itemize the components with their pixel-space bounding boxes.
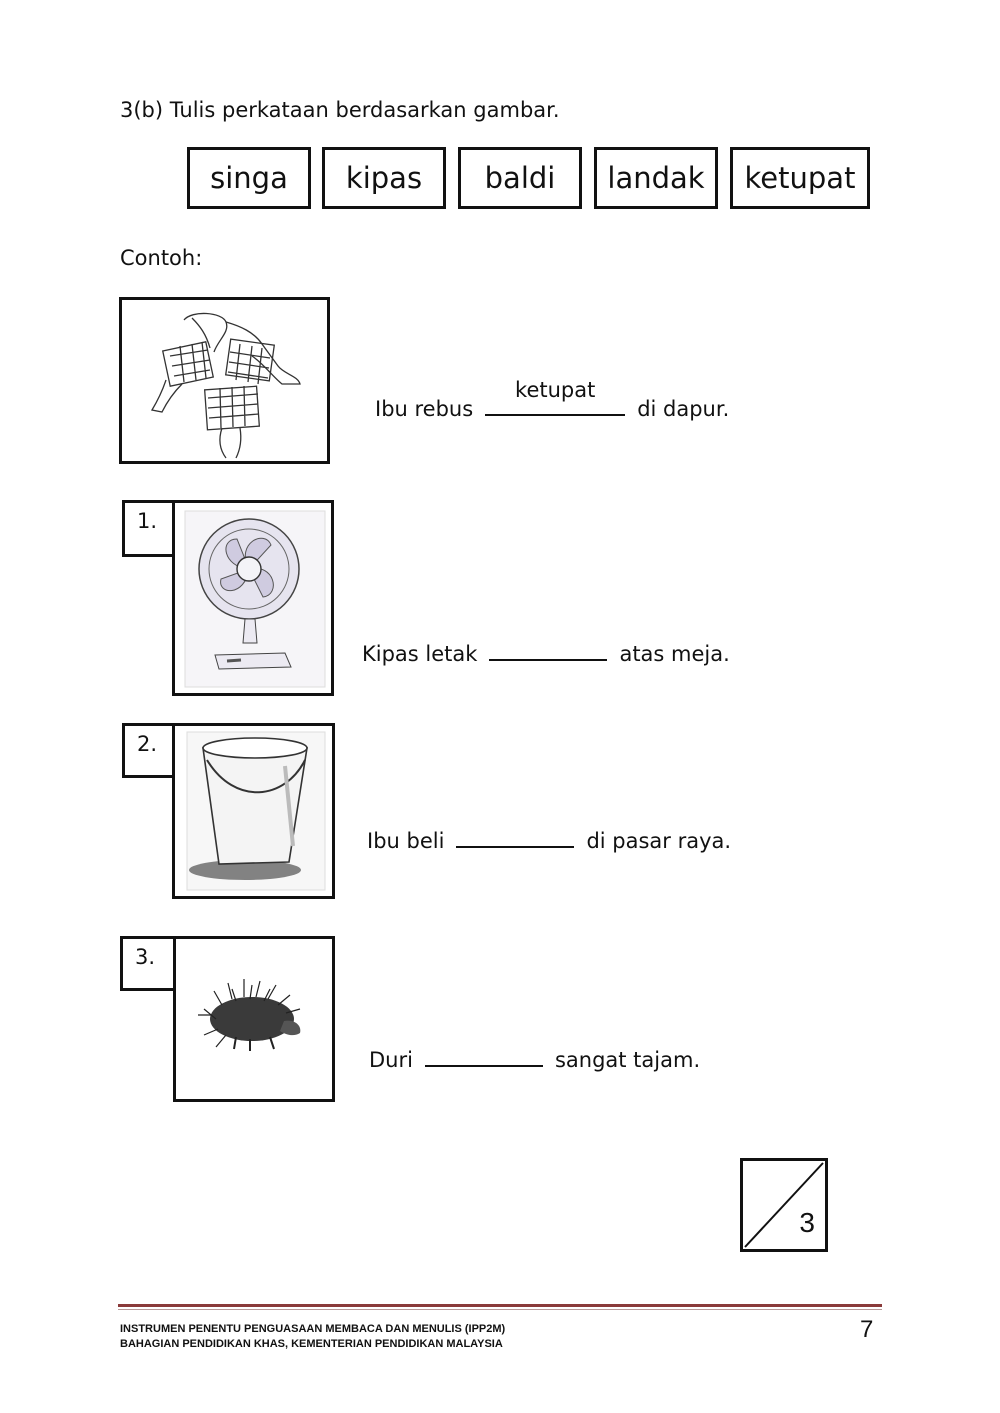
question-text-after: sangat tajam.: [554, 1048, 701, 1072]
footer-line-1: INSTRUMEN PENENTU PENGUASAAN MEMBACA DAN MENULIS (IPP2M): [120, 1323, 506, 1335]
word-bank-item: kipas: [322, 147, 446, 209]
example-answer-blank: [485, 378, 625, 416]
footer-rule-thin: [118, 1309, 882, 1310]
question-text-before: Ibu beli: [367, 829, 445, 853]
question-number: 1.: [122, 500, 176, 557]
example-text-before: Ibu rebus: [375, 397, 474, 421]
question-sentence: [369, 1043, 700, 1072]
score-total: 3: [799, 1207, 815, 1238]
score-box: [740, 1158, 828, 1252]
question-sentence: [367, 824, 731, 853]
answer-blank[interactable]: [425, 1043, 543, 1067]
footer-rule: [118, 1304, 882, 1307]
answer-blank[interactable]: [489, 637, 607, 661]
word-bank-item: ketupat: [730, 147, 870, 209]
word-bank-item: singa: [187, 147, 311, 209]
example-text-after: di dapur.: [637, 397, 730, 421]
question-image-frame: [173, 936, 335, 1102]
question-image-frame: [172, 500, 334, 696]
example-sentence: [375, 378, 730, 421]
question-number: 3.: [120, 936, 176, 991]
question-text-after: atas meja.: [619, 642, 730, 666]
question-sentence: [362, 637, 730, 666]
instruction-text: 3(b) Tulis perkataan berdasarkan gambar.: [120, 98, 560, 122]
page-number: 7: [860, 1316, 874, 1343]
question-text-before: Kipas letak: [362, 642, 478, 666]
example-image-frame: [119, 297, 330, 464]
word-bank-item: baldi: [458, 147, 582, 209]
question-image-frame: [172, 723, 335, 899]
ketupat-illustration: [122, 300, 327, 461]
example-label: Contoh:: [120, 246, 203, 270]
question-number: 2.: [122, 723, 176, 778]
footer-line-2: BAHAGIAN PENDIDIKAN KHAS, KEMENTERIAN PENDIDIKAN MALAYSIA: [120, 1338, 503, 1350]
fan-illustration: [175, 503, 331, 693]
bucket-illustration: [175, 726, 332, 896]
question-text-after: di pasar raya.: [586, 829, 732, 853]
example-answer: ketupat: [515, 378, 596, 402]
word-bank-item: landak: [594, 147, 718, 209]
answer-blank[interactable]: [456, 824, 574, 848]
question-text-before: Duri: [369, 1048, 413, 1072]
porcupine-illustration: [176, 939, 332, 1099]
